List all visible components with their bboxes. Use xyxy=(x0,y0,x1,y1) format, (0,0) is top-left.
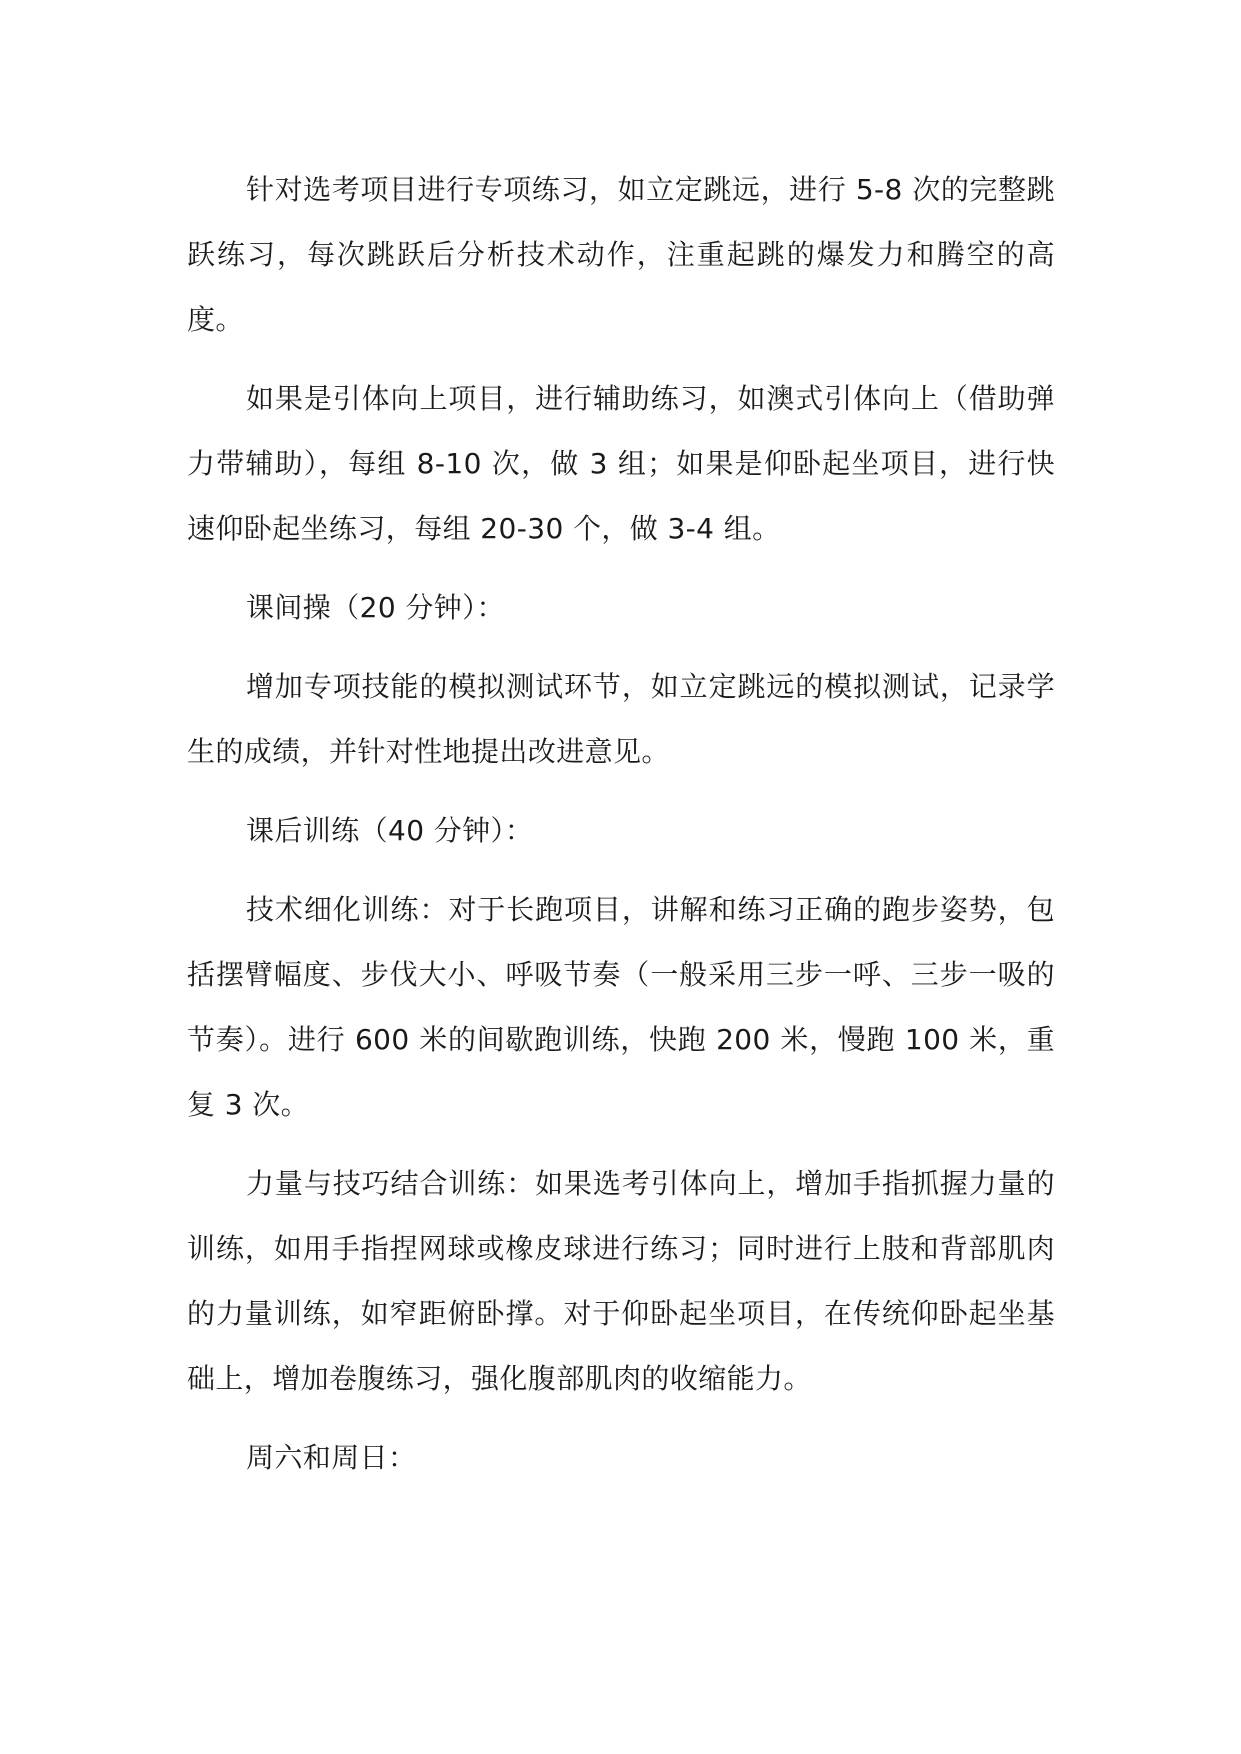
paragraph-technique-training: 技术细化训练：对于长跑项目，讲解和练习正确的跑步姿势，包括摆臂幅度、步伐大小、呼吸节奏（一般采用三步一呼、三步一吸的节奏）。进行 600 米的间歇跑训练，快跑 200 米，慢跑 100 米，重复 3 次。 xyxy=(187,893,1055,1121)
paragraph-standing-long-jump: 针对选考项目进行专项练习，如立定跳远，进行 5-8 次的完整跳跃练习，每次跳跃后分析技术动作，注重起跳的爆发力和腾空的高度。 xyxy=(187,173,1055,336)
heading-break-exercise: 课间操（20 分钟）： xyxy=(246,591,505,624)
document-body xyxy=(187,157,1055,1504)
heading-weekend: 周六和周日： xyxy=(246,1441,417,1474)
paragraph-strength-skill-training: 力量与技巧结合训练：如果选考引体向上，增加手指抓握力量的训练，如用手指捏网球或橡皮球进行练习；同时进行上肢和背部肌肉的力量训练，如窄距俯卧撑。对于仰卧起坐项目，在传统仰卧起坐基础上，增加卷腹练习，强化腹部肌肉的收缩能力。 xyxy=(187,1167,1055,1395)
paragraph-mock-test: 增加专项技能的模拟测试环节，如立定跳远的模拟测试，记录学生的成绩，并针对性地提出改进意见。 xyxy=(187,670,1055,768)
heading-after-class-training: 课后训练（40 分钟）： xyxy=(246,814,534,847)
paragraph-pull-up-situp: 如果是引体向上项目，进行辅助练习，如澳式引体向上（借助弹力带辅助），每组 8-10 次，做 3 组；如果是仰卧起坐项目，进行快速仰卧起坐练习，每组 20-30 个，做 3-4 组。 xyxy=(187,382,1055,545)
